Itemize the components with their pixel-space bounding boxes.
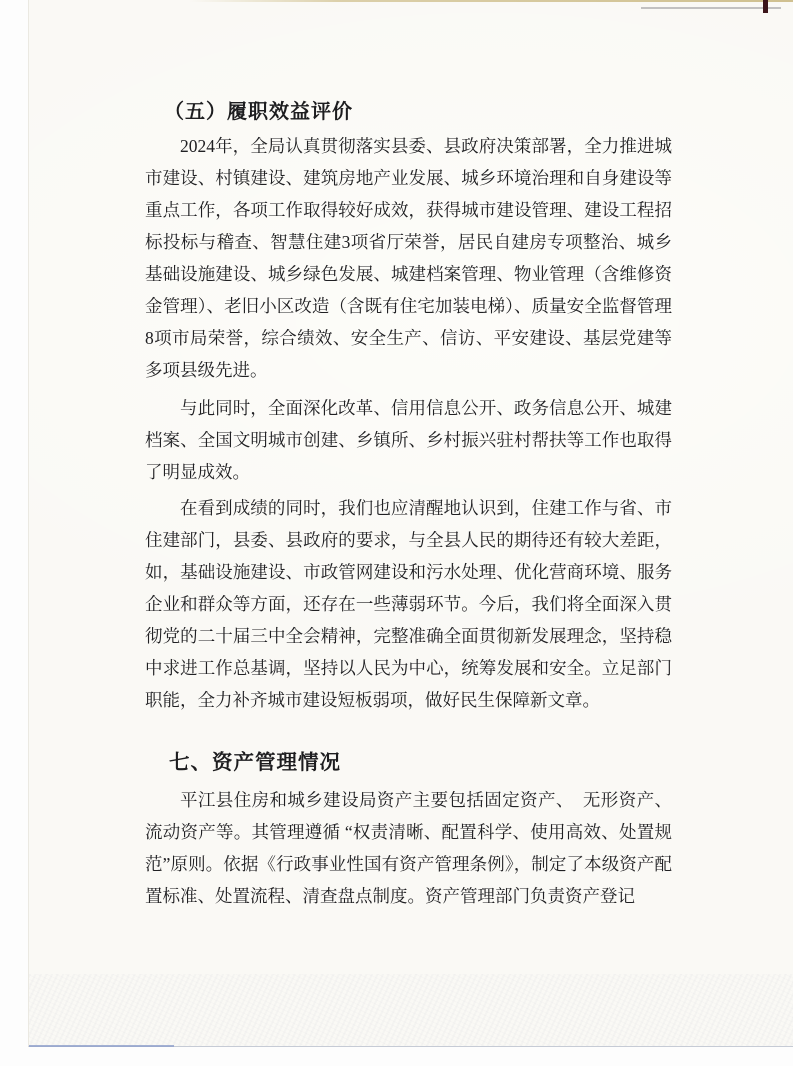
scan-artifact-bottom-edge-line	[29, 1045, 174, 1047]
page-content	[145, 96, 672, 912]
scan-artifact-corner-mark	[763, 0, 768, 13]
scan-artifact-top-gray-line	[641, 7, 781, 9]
scan-artifact-top-edge-line	[189, 0, 793, 2]
paragraph-reform-results: 与此同时，全面深化改革、信用信息公开、政务信息公开、城建档案、全国文明城市创建、乡镇所、乡村振兴驻村帮扶等工作也取得了明显成效。	[145, 398, 672, 482]
document-page	[28, 0, 793, 1047]
section-heading-asset-management: 七、资产管理情况	[169, 752, 341, 774]
paragraph-asset-management-overview: 平江县住房和城乡建设局资产主要包括固定资产、 无形资产、流动资产等。其管理遵循 “权责清晰、配置科学、使用高效、处置规范”原则。依据《行政事业性国有资产管理条例》，制定了本级资产配置标准、处置流程、清查盘点制度。资产管理部门负责资产登记	[145, 790, 672, 906]
paragraph-shortcomings-outlook: 在看到成绩的同时，我们也应清醒地认识到，住建工作与省、市住建部门，县委、县政府的要求，与全县人民的期待还有较大差距，如，基础设施建设、市政管网建设和污水处理、优化营商环境、服务企业和群众等方面，还存在一些薄弱环节。今后，我们将全面深入贯彻党的二十届三中全会精神，完整准确全面贯彻新发展理念，坚持稳中求进工作总基调，坚持以人民为中心，统筹发展和安全。立足部门职能，全力补齐城市建设短板弱项，做好民生保障新文章。	[145, 498, 672, 710]
subsection-heading-performance-evaluation: （五）履职效益评价	[164, 101, 353, 123]
scanner-grain-texture	[29, 974, 793, 1046]
paragraph-achievements-2024: 2024年，全局认真贯彻落实县委、县政府决策部署，全力推进城市建设、村镇建设、建筑房地产业发展、城乡环境治理和自身建设等重点工作，各项工作取得较好成效，获得城市建设管理、建设工程招标投标与稽查、智慧住建3项省厅荣誉，居民自建房专项整治、城乡基础设施建设、城乡绿色发展、城建档案管理、物业管理（含维修资金管理）、老旧小区改造（含既有住宅加装电梯）、质量安全监督管理8项市局荣誉，综合绩效、安全生产、信访、平安建设、基层党建等多项县级先进。	[145, 136, 672, 380]
